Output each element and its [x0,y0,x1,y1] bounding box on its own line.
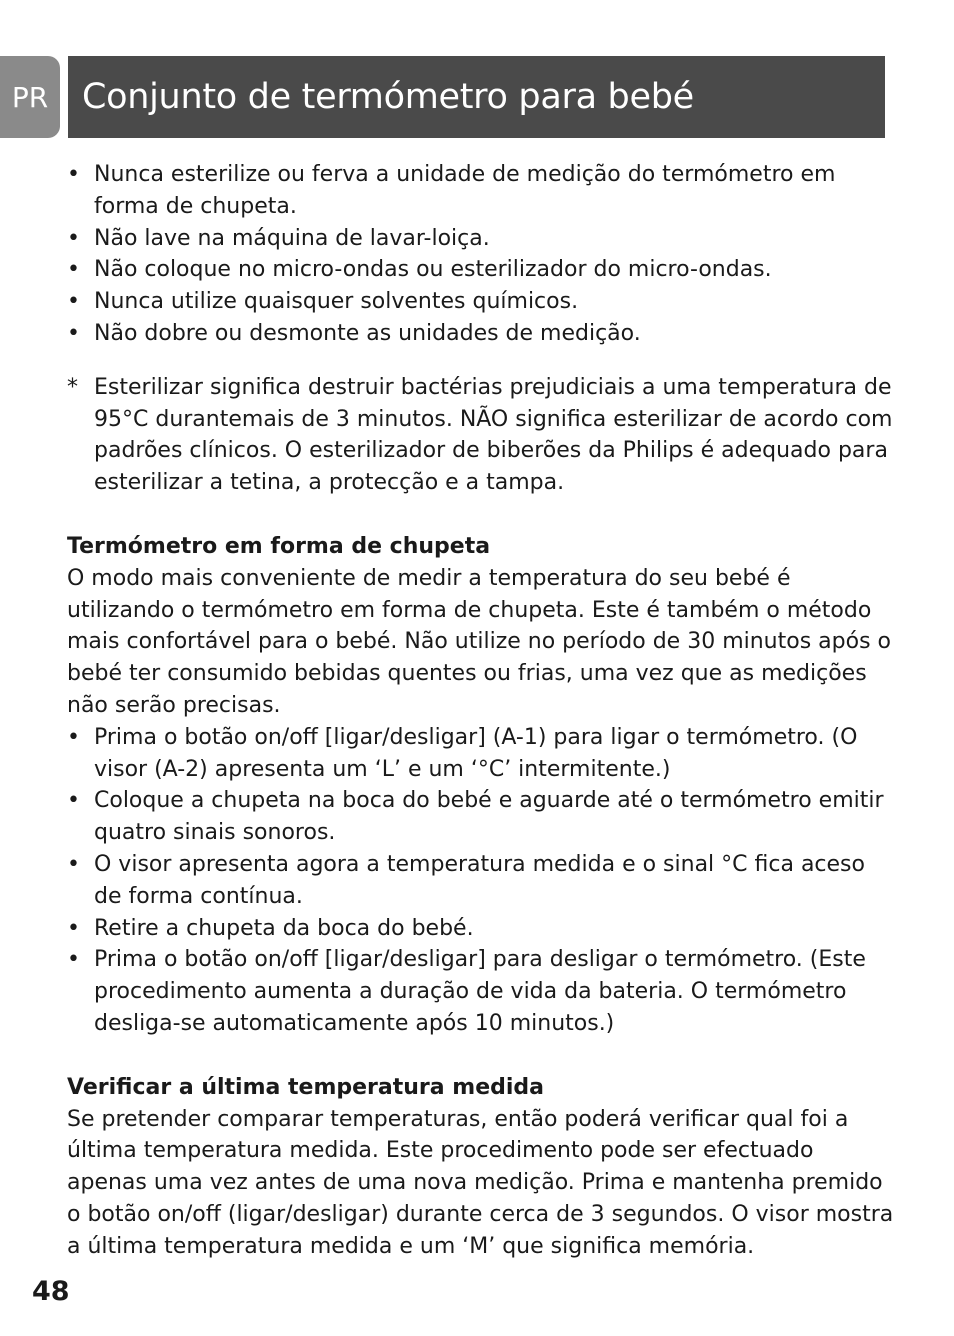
list-item [67,722,897,786]
bullet-icon: • [67,320,80,346]
list-item-text: Coloque a chupeta na boca do bebé e aguarde até o termómetro emitir quatro sinais sonoros. [94,788,884,846]
bullet-icon: • [67,788,80,814]
page-title: Conjunto de termómetro para bebé [82,77,694,117]
bullet-icon: • [67,162,80,187]
list-item [67,944,897,1039]
section-paragraph: O modo mais conveniente de medir a temperatura do seu bebé é utilizando o termómetro em forma de chupeta. Este é também o método mais confortável para o bebé. Não utilize no período de 30 minutos após o bebé ter consumido bebidas quentes ou frias, uma vez que as medições não serão precisas. [67,565,891,718]
bullet-icon: • [67,724,80,750]
note-text: Esterilizar significa destruir bactérias prejudiciais a uma temperatura de 95°C durantemais de 3 minutos. NÃO significa esterilizar de acordo com padrões clínicos. O esterilizador de biberões da Philips é adequado para esterilizar a tetina, a protecção e a tampa. [94,374,893,496]
section-heading-pacifier-thermometer: Termómetro em forma de chupeta [67,533,491,559]
main-content [67,159,897,1263]
list-item [67,254,897,286]
sterilization-note [67,372,897,499]
list-item-text: Nunca utilize quaisquer solventes químicos. [94,289,579,315]
bullet-icon: • [67,851,80,877]
section-heading-last-temperature: Verificar a última temperatura medida [67,1074,545,1100]
list-item-text: Não dobre ou desmonte as unidades de medição. [94,320,641,346]
list-item [67,318,897,350]
list-item-text: Não lave na máquina de lavar-loiça. [94,225,490,251]
page-number: 48 [32,1276,70,1307]
list-item [67,785,897,849]
list-item-text: Nunca esterilize ou ferva a unidade de medição do termómetro em forma de chupeta. [94,162,836,219]
section-paragraph: Se pretender comparar temperaturas, então poderá verificar qual foi a última temperatura medida. Este procedimento pode ser efectuado apenas uma vez antes de uma nova medição. Prima e mantenha premido o botão on/off (ligar/desligar) durante cerca de 3 segundos. O visor mostra a última temperatura medida e um ‘M’ que significa memória. [67,1106,894,1259]
list-item-text: Retire a chupeta da boca do bebé. [94,915,474,941]
list-item [67,159,897,223]
list-item [67,849,897,913]
bullet-icon: • [67,257,80,283]
list-item [67,286,897,318]
list-item-text: Prima o botão on/off [ligar/desligar] para desligar o termómetro. (Este procedimento aumenta a duração de vida da bateria. O termómetro desliga-se automaticamente após 10 minutos.) [94,947,866,1036]
steps-list [67,722,897,1040]
list-item [67,913,897,945]
asterisk-icon: * [67,374,78,400]
bullet-icon: • [67,289,80,315]
bullet-icon: • [67,915,80,941]
header-bar [68,56,885,138]
list-item-text: Prima o botão on/off [ligar/desligar] (A-1) para ligar o termómetro. (O visor (A-2) apresenta um ‘L’ e um ‘°C’ intermitente.) [94,724,858,782]
list-item-text: O visor apresenta agora a temperatura medida e o sinal °C fica aceso de forma contínua. [94,851,865,909]
list-item [67,223,897,255]
language-tab: PR [0,56,60,138]
warnings-list [67,159,897,350]
list-item-text: Não coloque no micro-ondas ou esterilizador do micro-ondas. [94,257,772,283]
bullet-icon: • [67,947,80,973]
bullet-icon: • [67,225,80,251]
